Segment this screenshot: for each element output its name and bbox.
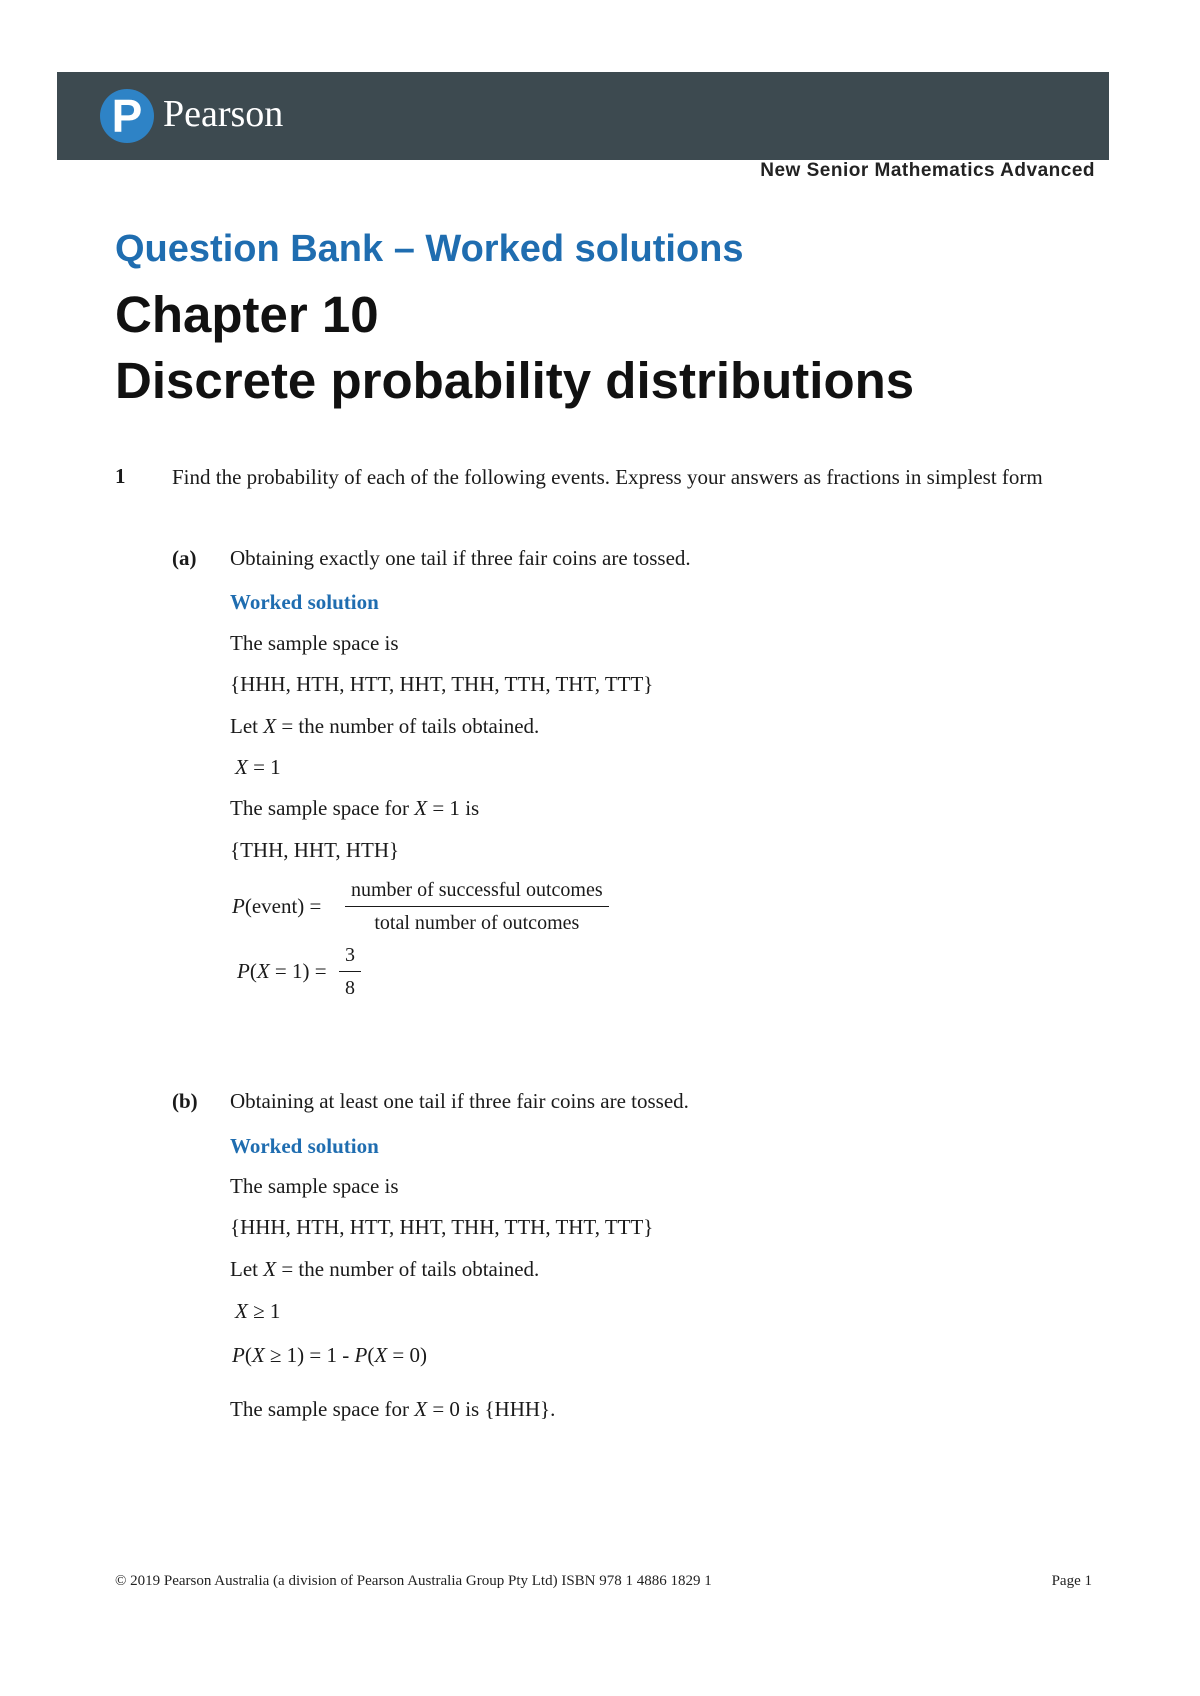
probability-formula-fraction [345, 877, 609, 936]
pearson-logo-icon: P [100, 89, 154, 143]
part-a-x-equals [235, 754, 281, 780]
header-banner [57, 72, 1109, 160]
brand-name: Pearson [163, 93, 284, 135]
part-b-x-geq [235, 1298, 280, 1324]
text-fragment: = 1) = [269, 959, 327, 983]
variable-x: X [251, 1343, 265, 1367]
chapter-title: Discrete probability distributions [115, 352, 915, 409]
fraction-numerator: 3 [339, 942, 361, 972]
variable-p: P [232, 894, 245, 918]
fraction-numerator: number of successful outcomes [345, 877, 609, 907]
part-a-outcomes: {THH, HHT, HTH} [230, 838, 400, 862]
text-fragment: = 0) [387, 1343, 428, 1367]
part-a-sample-space: {HHH, HTH, HTT, HHT, THH, TTH, THT, TTT} [230, 672, 654, 696]
text-fragment: ( [367, 1343, 375, 1367]
part-a-line-1: The sample space is [230, 631, 399, 655]
series-title: New Senior Mathematics Advanced [760, 160, 1095, 181]
chapter-number: Chapter 10 [115, 286, 379, 343]
footer-page-number: Page 1 [1051, 1573, 1092, 1589]
text-fragment: Let [230, 714, 264, 738]
part-b-sample-space: {HHH, HTH, HTT, HHT, THH, TTH, THT, TTT} [230, 1215, 654, 1239]
text-fragment: = 1 [247, 755, 281, 779]
text-fragment: = the number of tails obtained. [276, 1257, 540, 1281]
part-b-label: (b) [172, 1089, 198, 1113]
part-a-label: (a) [172, 546, 197, 570]
question-number: 1 [115, 464, 126, 488]
variable-x: X [263, 1257, 277, 1281]
variable-x: X [235, 1299, 248, 1323]
part-b-worked-solution-heading: Worked solution [230, 1134, 379, 1158]
text-fragment: ( [249, 959, 257, 983]
variable-x: X [235, 755, 248, 779]
variable-p: P [237, 959, 250, 983]
text-fragment: = 0 [427, 1397, 460, 1421]
text-fragment: ( [244, 1343, 252, 1367]
part-b-text: Obtaining at least one tail if three fair coins are tossed. [230, 1089, 689, 1113]
probability-result-fraction [339, 942, 361, 1001]
text-fragment: is [459, 796, 480, 820]
text-fragment: = 1 [427, 796, 460, 820]
variable-x: X [256, 959, 270, 983]
question-text: Find the probability of each of the following events. Express your answers as fractions in simplest form [172, 465, 1043, 489]
text-fragment: = the number of tails obtained. [276, 714, 540, 738]
variable-x: X [414, 1397, 428, 1421]
part-a-sample-space-for-x [230, 795, 479, 821]
part-a-let-x [230, 713, 539, 739]
footer-copyright: © 2019 Pearson Australia (a division of Pearson Australia Group Pty Ltd) ISBN 978 1 4886 1829 1 [115, 1573, 712, 1589]
variable-x: X [374, 1343, 388, 1367]
part-a-text: Obtaining exactly one tail if three fair coins are tossed. [230, 546, 691, 570]
text-fragment: is {HHH}. [459, 1397, 556, 1421]
variable-x: X [414, 796, 428, 820]
probability-result-lhs [237, 958, 327, 984]
part-b-sample-space-for-x [230, 1396, 555, 1422]
text-fragment: ≥ 1) = 1 - [264, 1343, 355, 1367]
part-b-let-x [230, 1256, 539, 1282]
fraction-denominator: total number of outcomes [374, 912, 580, 934]
part-b-complement-formula [232, 1342, 427, 1368]
question-bank-heading: Question Bank – Worked solutions [115, 228, 744, 270]
text-fragment: The sample space for [230, 796, 415, 820]
probability-formula-lhs [232, 893, 321, 919]
text-fragment: ≥ 1 [247, 1299, 281, 1323]
text-fragment: The sample space for [230, 1397, 415, 1421]
part-b-line-1: The sample space is [230, 1174, 399, 1198]
variable-x: X [263, 714, 277, 738]
fraction-denominator: 8 [345, 977, 355, 999]
part-a-worked-solution-heading: Worked solution [230, 590, 379, 614]
text-fragment: Let [230, 1257, 264, 1281]
text-fragment: (event) = [244, 894, 322, 918]
variable-p: P [232, 1343, 245, 1367]
variable-p: P [354, 1343, 368, 1367]
